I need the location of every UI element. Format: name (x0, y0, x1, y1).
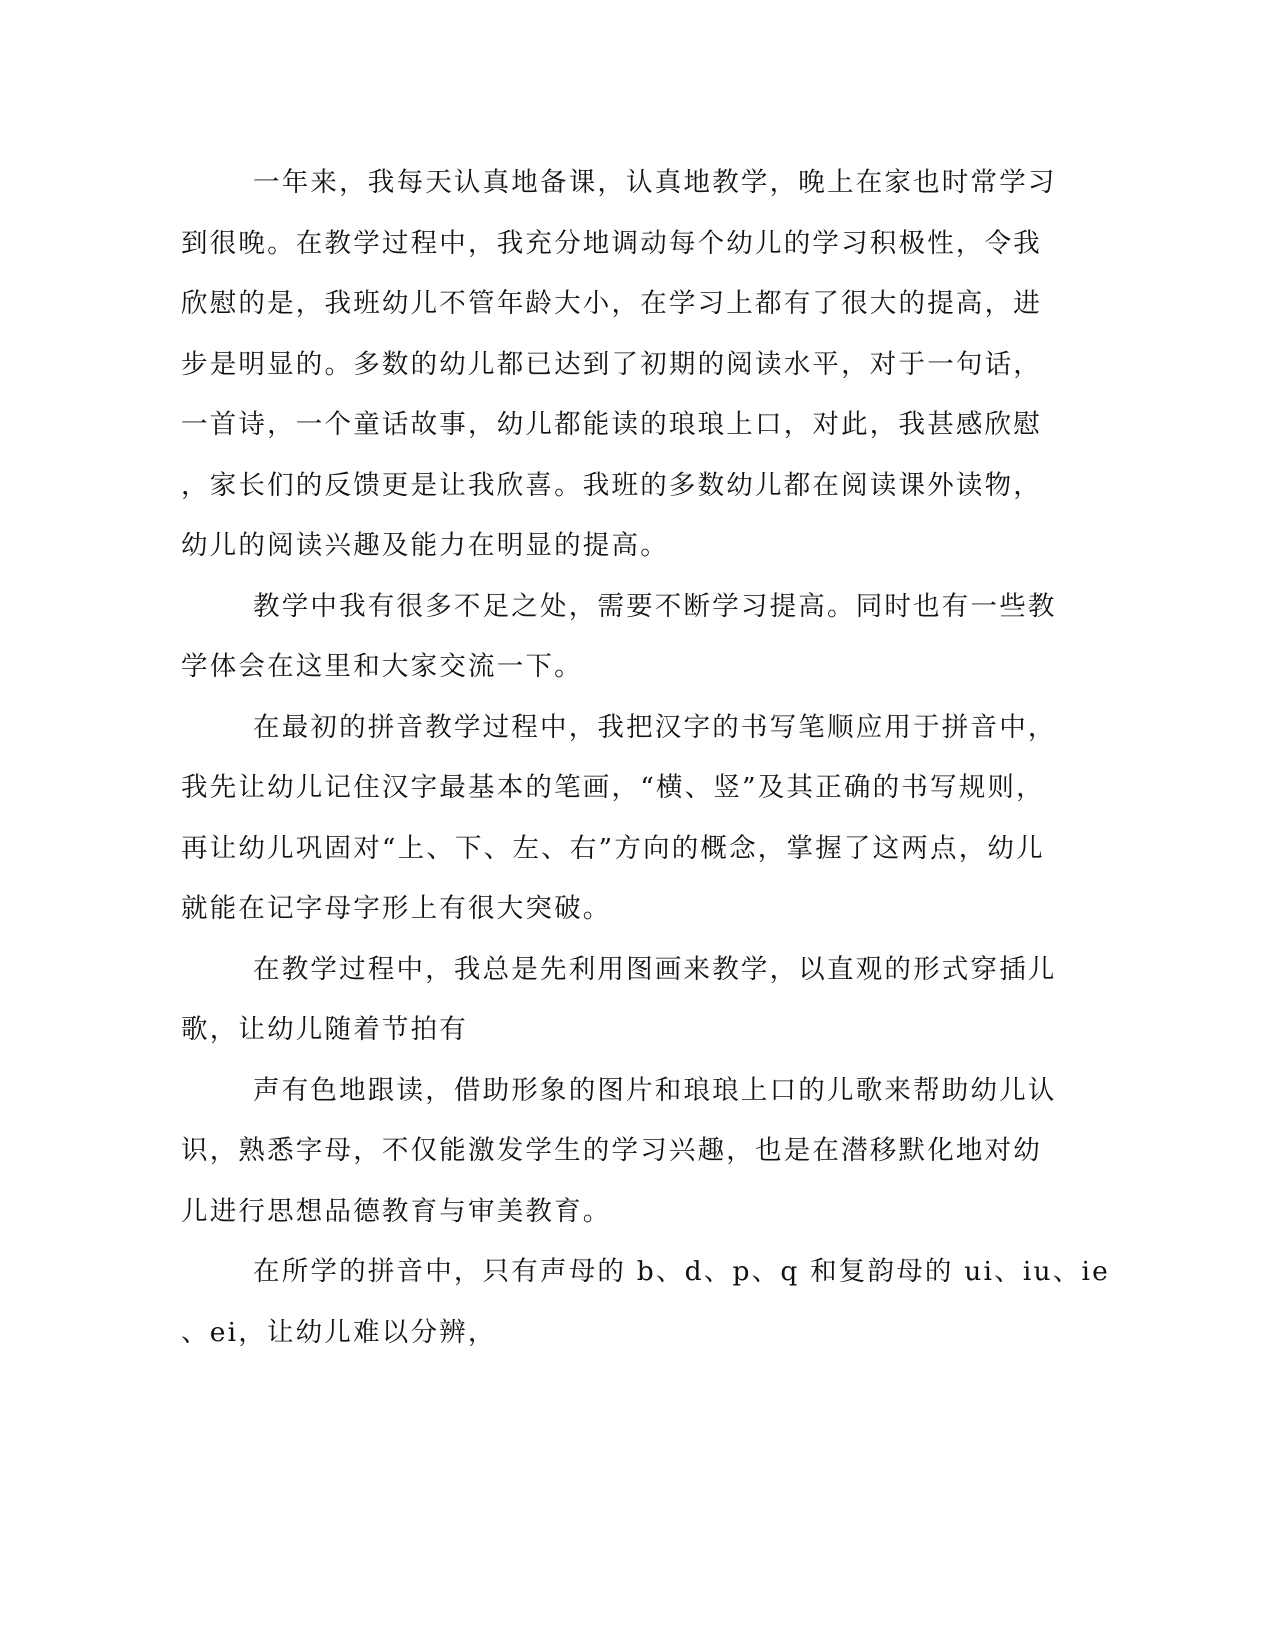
paragraph-line: 步是明显的。多数的幼儿都已达到了初期的阅读水平，对于一句话， (181, 348, 1042, 380)
paragraph-line: 在所学的拼音中，只有声母的 b、d、p、q 和复韵母的 ui、iu、ie (253, 1256, 1111, 1287)
paragraph-line: 欣慰的是，我班幼儿不管年龄大小，在学习上都有了很大的提高，进 (181, 288, 1042, 319)
paragraph-line: 学体会在这里和大家交流一下。 (181, 651, 583, 682)
paragraph-line: ，家长们的反馈更是让我欣喜。我班的多数幼儿都在阅读课外读物， (181, 469, 1042, 501)
paragraph-line: 一首诗，一个童话故事，幼儿都能读的琅琅上口，对此，我甚感欣慰 (181, 409, 1042, 440)
paragraph-line: 在最初的拼音教学过程中，我把汉字的书写笔顺应用于拼音中， (253, 711, 1057, 743)
paragraph-line: 我先让幼儿记住汉字最基本的笔画，“横、竖”及其正确的书写规则， (181, 772, 1045, 803)
paragraph-line: 教学中我有很多不足之处，需要不断学习提高。同时也有一些教 (253, 590, 1057, 622)
paragraph-line: 歌，让幼儿随着节拍有 (181, 1014, 468, 1045)
paragraph-line: 到很晚。在教学过程中，我充分地调动每个幼儿的学习积极性，令我 (181, 227, 1042, 259)
paragraph-line: 幼儿的阅读兴趣及能力在明显的提高。 (181, 530, 669, 561)
paragraph-line: 在教学过程中，我总是先利用图画来教学，以直观的形式穿插儿 (253, 953, 1057, 985)
body-text (181, 160, 1111, 1370)
paragraph-line: 再让幼儿巩固对“上、下、左、右”方向的概念，掌握了这两点，幼儿 (181, 832, 1045, 864)
paragraph-line: 一年来，我每天认真地备课，认真地教学，晚上在家也时常学习 (253, 167, 1057, 198)
paragraph-line: 儿进行思想品德教育与审美教育。 (181, 1195, 612, 1227)
paragraph-line: 声有色地跟读，借助形象的图片和琅琅上口的儿歌来帮助幼儿认 (253, 1074, 1057, 1106)
paragraph-line: 、ei，让幼儿难以分辨， (181, 1316, 497, 1348)
paragraph-line: 识，熟悉字母，不仅能激发学生的学习兴趣，也是在潜移默化地对幼 (181, 1135, 1042, 1166)
paragraph-line: 就能在记字母字形上有很大突破。 (181, 893, 612, 924)
